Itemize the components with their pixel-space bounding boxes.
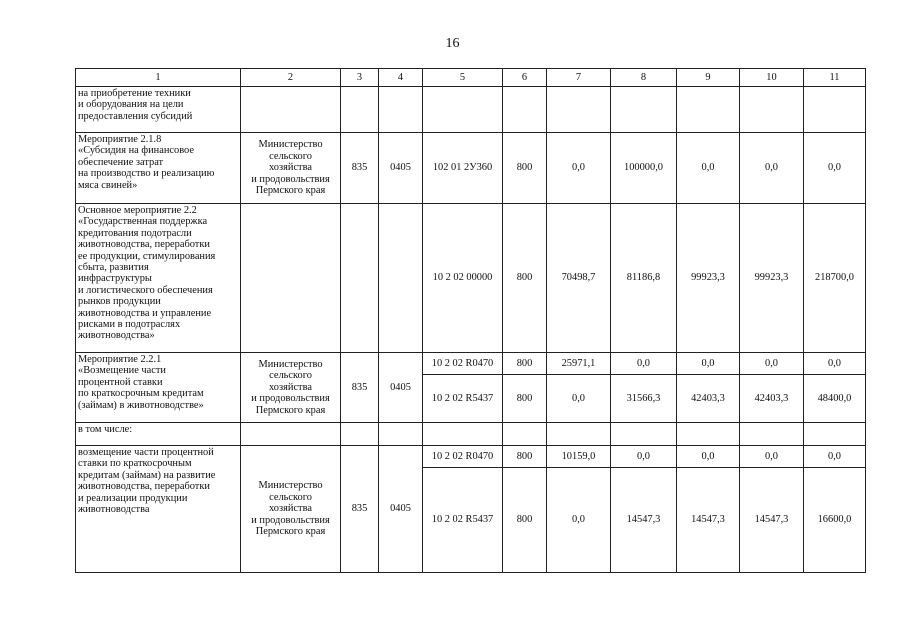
column-header: 7 xyxy=(547,69,611,87)
section-code: 0405 xyxy=(379,133,423,204)
value-cell: 0,0 xyxy=(547,468,611,573)
value-cell: 0,0 xyxy=(547,133,611,204)
column-header: 9 xyxy=(677,69,740,87)
column-number-row xyxy=(76,69,866,87)
csr-code: 10 2 02 R5437 xyxy=(423,468,503,573)
csr-code xyxy=(423,423,503,446)
value-cell: 0,0 xyxy=(804,446,866,468)
vr-code: 800 xyxy=(503,204,547,353)
value-cell xyxy=(547,87,611,133)
value-cell xyxy=(804,87,866,133)
table-row xyxy=(76,446,866,468)
grbs-code xyxy=(341,423,379,446)
column-header: 5 xyxy=(423,69,503,87)
section-code xyxy=(379,87,423,133)
activity-name: на приобретение техники и оборудования на цели предоставления субсидий xyxy=(76,87,241,133)
grbs-code xyxy=(341,204,379,353)
table-row xyxy=(76,133,866,204)
value-cell xyxy=(740,423,804,446)
budget-table xyxy=(75,68,866,573)
value-cell xyxy=(677,423,740,446)
column-header: 8 xyxy=(611,69,677,87)
value-cell xyxy=(547,423,611,446)
value-cell: 0,0 xyxy=(677,446,740,468)
vr-code: 800 xyxy=(503,353,547,375)
vr-code: 800 xyxy=(503,375,547,423)
value-cell xyxy=(677,87,740,133)
csr-code: 10 2 02 R5437 xyxy=(423,375,503,423)
value-cell: 99923,3 xyxy=(740,204,804,353)
responsible-ministry: Министерство сельского хозяйства и продовольствия Пермского края xyxy=(241,353,341,423)
section-code xyxy=(379,204,423,353)
activity-name: в том числе: xyxy=(76,423,241,446)
table-row xyxy=(76,87,866,133)
column-header: 1 xyxy=(76,69,241,87)
page-number: 16 xyxy=(445,36,460,51)
responsible-ministry: Министерство сельского хозяйства и продовольствия Пермского края xyxy=(241,446,341,573)
vr-code: 800 xyxy=(503,446,547,468)
value-cell: 14547,3 xyxy=(611,468,677,573)
value-cell: 14547,3 xyxy=(677,468,740,573)
section-code: 0405 xyxy=(379,353,423,423)
value-cell xyxy=(740,87,804,133)
activity-name: Мероприятие 2.2.1 «Возмещение части процентной ставки по краткосрочным кредитам (займам) в животноводстве» xyxy=(76,353,241,423)
table-row xyxy=(76,204,866,353)
value-cell: 14547,3 xyxy=(740,468,804,573)
vr-code: 800 xyxy=(503,468,547,573)
value-cell: 0,0 xyxy=(740,446,804,468)
value-cell: 31566,3 xyxy=(611,375,677,423)
value-cell: 100000,0 xyxy=(611,133,677,204)
activity-name: Мероприятие 2.1.8 «Субсидия на финансовое обеспечение затрат на производство и реализацию мяса свиней» xyxy=(76,133,241,204)
section-code xyxy=(379,423,423,446)
value-cell: 0,0 xyxy=(677,353,740,375)
vr-code xyxy=(503,423,547,446)
csr-code: 10 2 02 R0470 xyxy=(423,353,503,375)
activity-name: возмещение части процентной ставки по краткосрочным кредитам (займам) на развитие животноводства, переработки и реализации продукции животноводства xyxy=(76,446,241,573)
value-cell: 10159,0 xyxy=(547,446,611,468)
column-header: 4 xyxy=(379,69,423,87)
value-cell xyxy=(611,423,677,446)
grbs-code: 835 xyxy=(341,353,379,423)
value-cell xyxy=(611,87,677,133)
vr-code: 800 xyxy=(503,133,547,204)
column-header: 2 xyxy=(241,69,341,87)
column-header: 3 xyxy=(341,69,379,87)
table-row xyxy=(76,423,866,446)
grbs-code xyxy=(341,87,379,133)
value-cell: 0,0 xyxy=(547,375,611,423)
responsible-ministry xyxy=(241,87,341,133)
responsible-ministry: Министерство сельского хозяйства и продовольствия Пермского края xyxy=(241,133,341,204)
value-cell: 81186,8 xyxy=(611,204,677,353)
value-cell: 25971,1 xyxy=(547,353,611,375)
grbs-code: 835 xyxy=(341,446,379,573)
value-cell: 99923,3 xyxy=(677,204,740,353)
value-cell: 218700,0 xyxy=(804,204,866,353)
grbs-code: 835 xyxy=(341,133,379,204)
value-cell: 42403,3 xyxy=(740,375,804,423)
value-cell: 0,0 xyxy=(677,133,740,204)
column-header: 11 xyxy=(804,69,866,87)
value-cell: 0,0 xyxy=(611,353,677,375)
csr-code: 102 01 2У360 xyxy=(423,133,503,204)
value-cell xyxy=(804,423,866,446)
column-header: 10 xyxy=(740,69,804,87)
value-cell: 16600,0 xyxy=(804,468,866,573)
column-header: 6 xyxy=(503,69,547,87)
vr-code xyxy=(503,87,547,133)
section-code: 0405 xyxy=(379,446,423,573)
csr-code: 10 2 02 00000 xyxy=(423,204,503,353)
value-cell: 0,0 xyxy=(740,353,804,375)
value-cell: 42403,3 xyxy=(677,375,740,423)
activity-name: Основное мероприятие 2.2 «Государственная поддержка кредитования подотрасли животноводства, переработки ее продукции, стимулирования сбыта, развития инфраструктуры и логистического обеспечения рынков продукции животноводства и управление рисками в подотраслях животноводства» xyxy=(76,204,241,353)
responsible-ministry xyxy=(241,423,341,446)
value-cell: 48400,0 xyxy=(804,375,866,423)
responsible-ministry xyxy=(241,204,341,353)
table-row xyxy=(76,353,866,375)
value-cell: 0,0 xyxy=(804,133,866,204)
value-cell: 70498,7 xyxy=(547,204,611,353)
value-cell: 0,0 xyxy=(740,133,804,204)
csr-code: 10 2 02 R0470 xyxy=(423,446,503,468)
csr-code xyxy=(423,87,503,133)
value-cell: 0,0 xyxy=(611,446,677,468)
value-cell: 0,0 xyxy=(804,353,866,375)
